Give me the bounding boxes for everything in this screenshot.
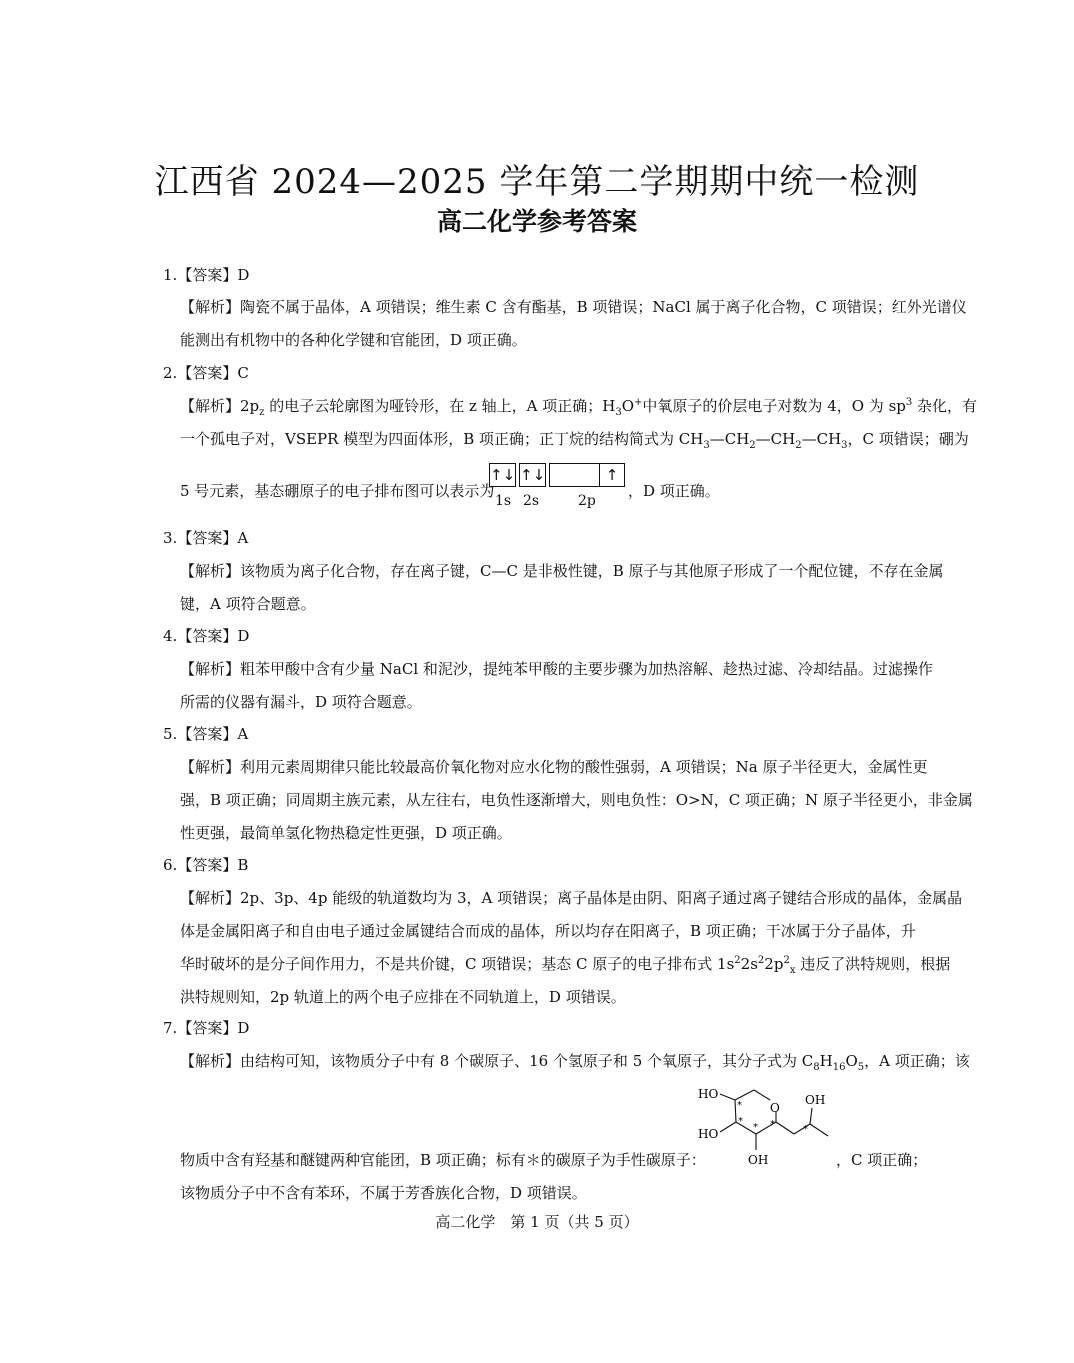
molecular-structure-figure [690,1080,840,1172]
q3-explanation-line-2: 键，A 项符合题意。 [180,595,316,613]
answer-label: 【答案】C [177,364,249,382]
orbital-box-2p-2 [574,463,599,487]
answer-label: 【答案】D [177,266,250,284]
q4-explanation-line-2: 所需的仪器有漏斗，D 项符合题意。 [180,693,422,711]
question-number: 1. [163,266,178,284]
question-7-answer [163,1018,249,1038]
q6-explanation-line-1: 【解析】2p、3p、4p 能级的轨道数均为 3，A 项错误；离子晶体是由阴、阳离子通过离子键结合形成的晶体，金属晶 [180,889,963,907]
chiral-star-4: * [770,1119,775,1130]
question-number: 7. [163,1019,178,1037]
question-number: 5. [163,725,178,743]
q6-explanation-line-2: 体是金属阳离子和自由电子通过金属键结合而成的晶体，所以均存在阳离子，B 项正确；干冰属于分子晶体，升 [180,922,916,940]
oh-label-right: OH [805,1093,826,1107]
orbital-box-2p-3: ↑ [599,463,625,487]
orbital-label-2p: 2p [578,493,596,509]
answer-label: 【答案】B [177,856,249,874]
orbital-label-1s: 1s [495,493,512,509]
orbital-box-2s: ↑↓ [519,463,546,487]
question-number: 6. [163,856,178,874]
question-6-answer [163,855,248,875]
q5-explanation-line-2: 强，B 项正确；同周期主族元素，从左往右，电负性逐渐增大，则电负性：O>N，C 项正确；N 原子半径更小，非金属 [180,791,973,809]
answer-label: 【答案】D [177,627,250,645]
question-4-answer [163,626,249,646]
q6-explanation-line-3: 华时破坏的是分子间作用力，不是共价键，C 项错误；基态 C 原子的电子排布式 $1s^22s^22p^2_x$ 违反了洪特规则，根据 [180,955,951,976]
question-number: 3. [163,529,178,547]
q3-explanation-line-1: 【解析】该物质为离子化合物，存在离子键，C—C 是非极性键，B 原子与其他原子形成了一个配位键，不存在金属 [180,562,944,580]
ho-label-middle: HO [698,1127,719,1141]
question-number: 2. [163,364,178,382]
page-title: 江西省 2024—2025 学年第二学期期中统一检测 [154,162,920,202]
chiral-star-1: * [737,1100,742,1111]
q1-explanation-line-1: 【解析】陶瓷不属于晶体，A 项错误；维生素 C 含有酯基，B 项错误；NaCl 属于离子化合物，C 项错误；红外光谱仪 [180,298,967,316]
question-5-answer [163,724,248,744]
orbital-box-1s: ↑↓ [489,463,516,487]
q2-explanation-line-3b: ，D 项正确。 [628,482,720,500]
q1-explanation-line-2: 能测出有机物中的各种化学键和官能团，D 项正确。 [180,331,527,349]
q7-explanation-line-1: 【解析】由结构可知，该物质分子中有 8 个碳原子、16 个氢原子和 5 个氧原子，其分子式为 $C_8H_{16}O_5$，A 项正确；该 [180,1052,970,1073]
chiral-star-2: * [738,1116,743,1127]
answer-label: 【答案】A [177,725,249,743]
q2-explanation-line-2: 一个孤电子对，VSEPR 模型为四面体形，B 项正确；正丁烷的结构简式为 $CH_3—CH_2—CH_2—CH_3$，C 项错误；硼为 [180,430,969,451]
q2-explanation-line-1: 【解析】$2p_z$ 的电子云轮廓图为哑铃形，在 z 轴上，A 项正确；$H_3O^+$中氧原子的价层电子对数为 4，O 为 $sp^3$ 杂化，有 [180,397,978,418]
ho-label-top: HO [698,1087,719,1101]
q7-explanation-line-2a: 物质中含有羟基和醚键两种官能团，B 项正确；标有＊的碳原子为手性碳原子： [180,1151,706,1169]
question-2-answer [163,363,249,383]
q5-explanation-line-1: 【解析】利用元素周期律只能比较最高价氧化物对应水化物的酸性强弱，A 项错误；Na 原子半径更大，金属性更 [180,758,928,776]
answer-label: 【答案】A [177,529,249,547]
q4-explanation-line-1: 【解析】粗苯甲酸中含有少量 NaCl 和泥沙，提纯苯甲酸的主要步骤为加热溶解、趁热过滤、冷却结晶。过滤操作 [180,660,933,678]
question-3-answer [163,528,248,548]
page-subtitle: 高二化学参考答案 [436,207,637,236]
answer-label: 【答案】D [177,1019,250,1037]
q5-explanation-line-3: 性更强，最简单氢化物热稳定性更强，D 项正确。 [180,824,512,842]
chiral-star-5: * [803,1124,808,1135]
orbital-diagram [489,463,629,513]
orbital-box-2p-1 [549,463,574,487]
q7-explanation-line-2b: ，C 项正确； [836,1151,928,1169]
page-footer: 高二化学 第 1 页（共 5 页） [435,1213,639,1231]
orbital-label-2s: 2s [523,493,540,509]
ring-oxygen-label: O [770,1101,780,1115]
question-number: 4. [163,627,178,645]
question-1-answer [163,265,249,285]
q7-explanation-line-3: 该物质分子中不含有苯环，不属于芳香族化合物，D 项错误。 [180,1184,587,1202]
oh-label-bottom: OH [748,1153,769,1167]
q6-explanation-line-4: 洪特规则知，2p 轨道上的两个电子应排在不同轨道上，D 项错误。 [180,988,626,1006]
q2-explanation-line-3a: 5 号元素，基态硼原子的电子排布图可以表示为 [180,482,495,500]
chiral-star-3: * [753,1122,758,1133]
